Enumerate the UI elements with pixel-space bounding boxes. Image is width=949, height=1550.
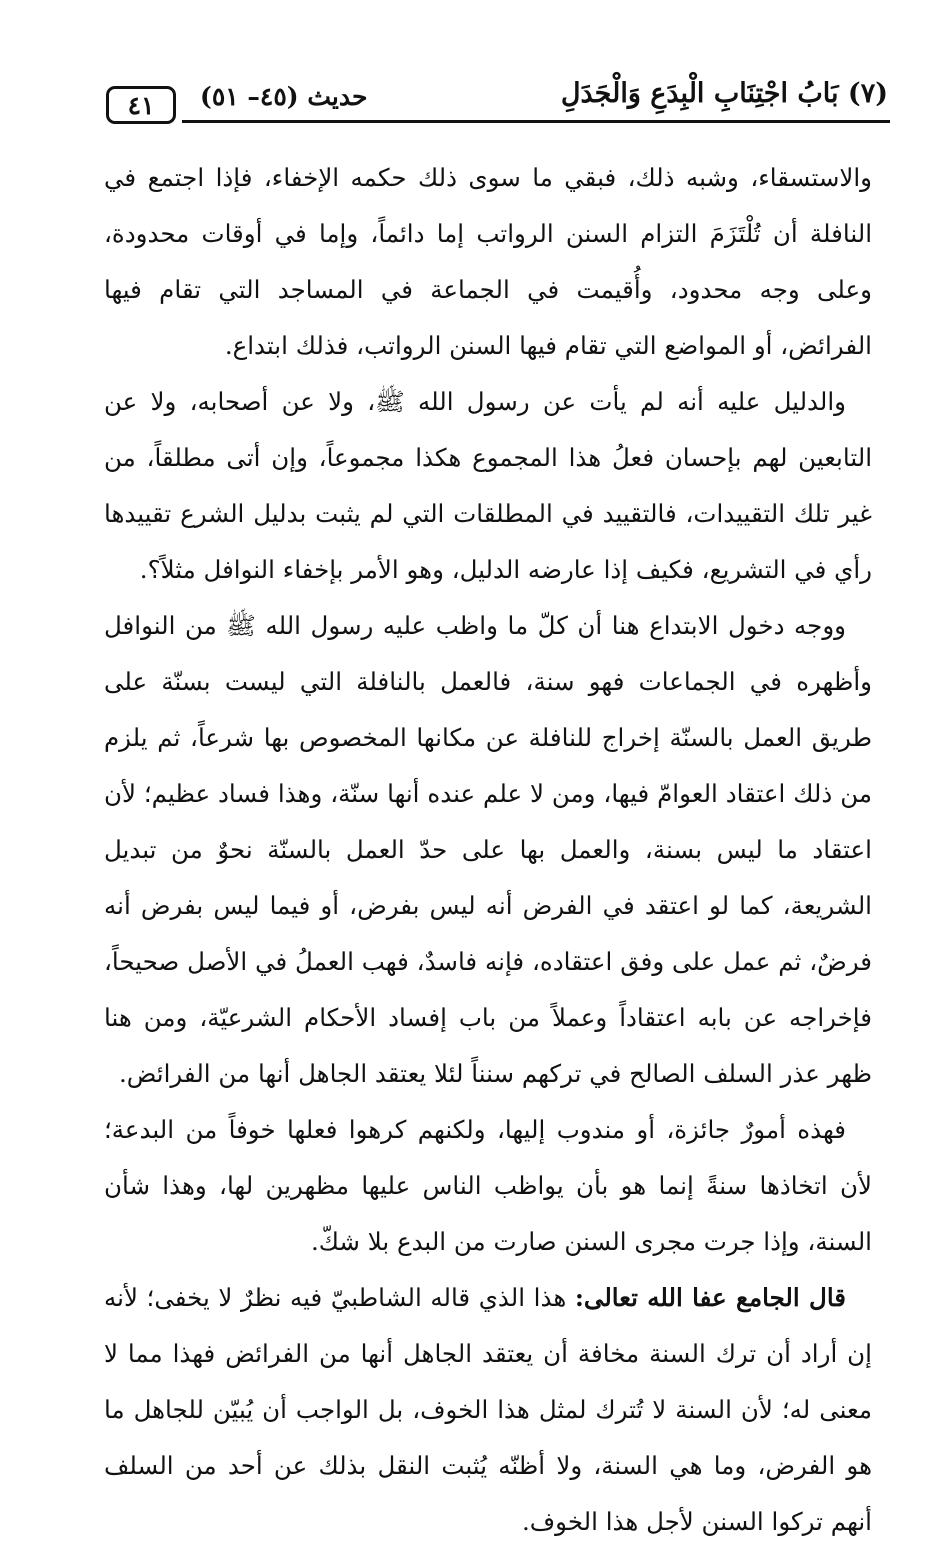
page-number-box: [106, 86, 176, 124]
chapter-title: (٧) بَابُ اجْتِنَابِ الْبِدَعِ وَالْجَدَلِ: [560, 78, 888, 109]
paragraph-3-text: ووجه دخول الابتداع هنا أن كلّ ما واظب عليه رسول الله ﷺ من النوافل وأظهره في الجماعات فهو سنة، فالعمل بالنافلة التي ليست بسنّة على طريق العمل بالسنّة إخراج للنافلة عن مكانها المخصوص بها شرعاً، ثم يلزم من ذلك اعتقاد العوامّ فيها، ومن لا علم عنده أنها سنّة، وهذا فساد عظيم؛ لأن اعتقاد ما ليس بسنة، والعمل بها على حدّ العمل بالسنّة نحوٌ من تبديل الشريعة، كما لو اعتقد في الفرض أنه ليس بفرض، أو فيما ليس بفرض أنه فرضٌ، ثم عمل على وفق اعتقاده، فإنه فاسدٌ، فهب العملُ في الأصل صحيحاً، فإخراجه عن بابه اعتقاداً وعملاً من باب إفساد الأحكام الشرعيّة، ومن هنا ظهر عذر السلف الصالح في تركهم سنناً لئلا يعتقد الجاهل أنها من الفرائض.: [104, 611, 872, 1088]
paragraph-1: [104, 150, 872, 374]
paragraph-5-text: هذا الذي قاله الشاطبيّ فيه نظرٌ لا يخفى؛ لأنه إن أراد أن ترك السنة مخافة أن يعتقد الجاهل أنها من الفرائض فهذا مما لا معنى له؛ لأن السنة لا تُترك لمثل هذا الخوف، بل الواجب أن يُبيّن للجاهل ما هو الفرض، وما هي السنة، ولا أظنّه يُثبت النقل بذلك عن أحد من السلف أنهم تركوا السنن لأجل هذا الخوف.: [104, 1283, 872, 1536]
paragraph-5-lead: قال الجامع عفا الله تعالى:: [574, 1283, 846, 1312]
paragraph-4-text: فهذه أمورٌ جائزة، أو مندوب إليها، ولكنهم كرهوا فعلها خوفاً من البدعة؛ لأن اتخاذها سنةً إنما هو بأن يواظب الناس عليها مظهرين لها، وهذا شأن السنة، وإذا جرت مجرى السنن صارت من البدع بلا شكّ.: [104, 1115, 872, 1256]
body-text: [104, 150, 872, 1550]
paragraph-1-text: والاستسقاء، وشبه ذلك، فبقي ما سوى ذلك حكمه الإخفاء، فإذا اجتمع في النافلة أن تُلْتَزَمَ التزام السنن الرواتب إما دائماً، وإما في أوقات محدودة، وعلى وجه محدود، وأُقيمت في الجماعة في المساجد التي تقام فيها الفرائض، أو المواضع التي تقام فيها السنن الرواتب، فذلك ابتداع.: [104, 163, 872, 360]
running-header: [100, 78, 890, 138]
paragraph-2-text: والدليل عليه أنه لم يأت عن رسول الله ﷺ، ولا عن أصحابه، ولا عن التابعين لهم بإحسان فعلُ هذا المجموع هكذا مجموعاً، وإن أتى مطلقاً، من غير تلك التقييدات، فالتقييد في المطلقات التي لم يثبت بدليل الشرع تقييدها رأي في التشريع، فكيف إذا عارضه الدليل، وهو الأمر بإخفاء النوافل مثلاً؟.: [104, 387, 872, 584]
header-rule: [182, 120, 890, 123]
paragraph-5: [104, 1270, 872, 1550]
paragraph-2: [104, 374, 872, 598]
paragraph-4: [104, 1102, 872, 1270]
page-number: ٤١: [127, 90, 155, 120]
hadith-range: حديث (٤٥– ٥١): [200, 82, 368, 111]
paragraph-3: [104, 598, 872, 1102]
